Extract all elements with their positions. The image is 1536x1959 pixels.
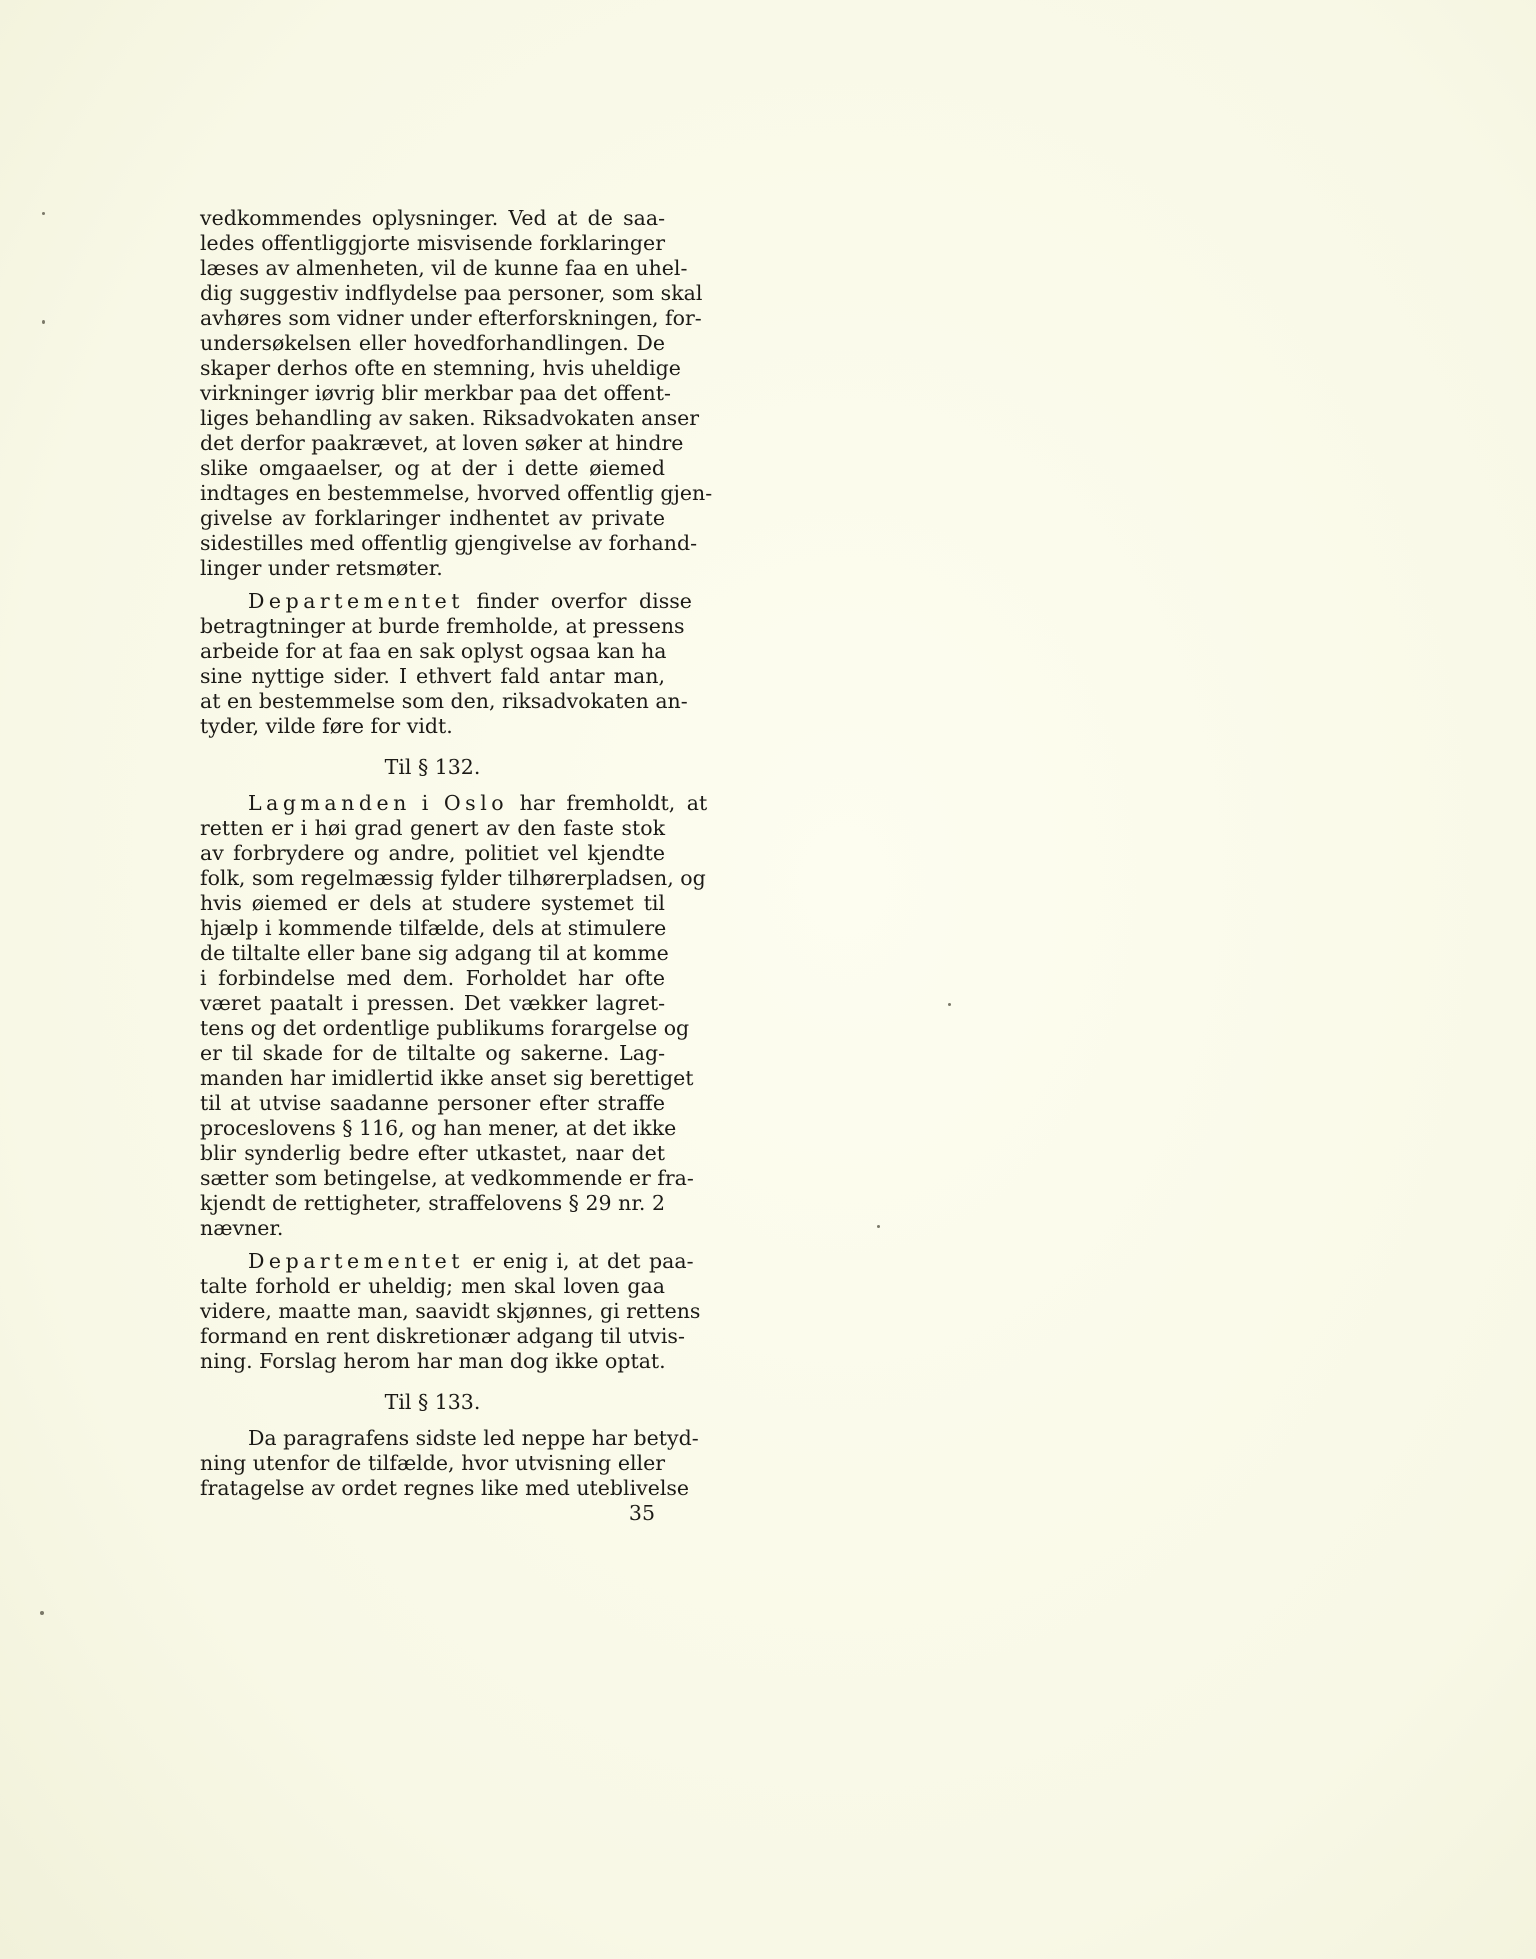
text-line: givelse av forklaringer indhentet av private bbox=[200, 506, 665, 530]
text-line: skaper derhos ofte en stemning, hvis uheldige bbox=[200, 356, 681, 380]
spaced-emphasis: Departementet bbox=[248, 589, 464, 613]
text-line: Da paragrafens sidste led neppe har betyd- bbox=[248, 1426, 699, 1450]
text-line: tens og det ordentlige publikums forargelse og bbox=[200, 1016, 690, 1040]
text-line: Departementet finder overfor disse bbox=[248, 589, 692, 613]
text-line: folk, som regelmæssig fylder tilhørerpladsen, og bbox=[200, 866, 706, 890]
text-line: nævner. bbox=[200, 1216, 284, 1240]
paragraph-paragraf-133 bbox=[200, 1426, 699, 1501]
text-line: det derfor paakrævet, at loven søker at hindre bbox=[200, 431, 684, 455]
text-line: ledes offentliggjorte misvisende forklaringer bbox=[200, 231, 665, 255]
text-line: retten er i høi grad genert av den faste stok bbox=[200, 816, 665, 840]
text-line: sine nyttige sider. I ethvert fald antar man, bbox=[200, 664, 665, 688]
text-line: tyder, vilde føre for vidt. bbox=[200, 714, 453, 738]
spaced-emphasis: Lagmanden i Oslo bbox=[248, 791, 509, 815]
text-line: sidestilles med offentlig gjengivelse av forhand- bbox=[200, 531, 698, 555]
page-number: 35 bbox=[628, 1501, 655, 1525]
text-line: blir synderlig bedre efter utkastet, naar det bbox=[200, 1141, 665, 1165]
text-line: at en bestemmelse som den, riksadvokaten an- bbox=[200, 689, 688, 713]
text-line: proceslovens § 116, og han mener, at det ikke bbox=[200, 1116, 677, 1140]
text-line: dig suggestiv indflydelse paa personer, som skal bbox=[200, 281, 703, 305]
text-line: videre, maatte man, saavidt skjønnes, gi rettens bbox=[200, 1299, 701, 1323]
paragraph-departementet-1 bbox=[200, 589, 692, 739]
scan-speck bbox=[948, 1003, 951, 1006]
paragraph-riksadvokaten bbox=[200, 206, 713, 581]
text-line: Departementet er enig i, at det paa- bbox=[248, 1249, 694, 1273]
text-line: manden har imidlertid ikke anset sig berettiget bbox=[200, 1066, 694, 1090]
text-line: ning. Forslag herom har man dog ikke optat. bbox=[200, 1349, 666, 1373]
section-heading-132: Til § 132. bbox=[384, 755, 481, 779]
text-line: læses av almenheten, vil de kunne faa en uhel- bbox=[200, 256, 688, 280]
paragraph-lagmanden bbox=[200, 791, 708, 1241]
body-text-column bbox=[200, 206, 713, 1526]
text-line: til at utvise saadanne personer efter straffe bbox=[200, 1091, 665, 1115]
text-line: ning utenfor de tilfælde, hvor utvisning eller bbox=[200, 1451, 665, 1475]
text-line: Lagmanden i Oslo har fremholdt, at bbox=[248, 791, 708, 815]
scan-speck bbox=[40, 1611, 44, 1615]
section-heading-133: Til § 133. bbox=[384, 1390, 481, 1414]
text-line: kjendt de rettigheter, straffelovens § 29 nr. 2 bbox=[200, 1191, 665, 1215]
text-line: er til skade for de tiltalte og sakerne. Lag- bbox=[200, 1041, 665, 1065]
text-line: formand en rent diskretionær adgang til utvis- bbox=[200, 1324, 685, 1348]
text-line: arbeide for at faa en sak oplyst ogsaa kan ha bbox=[200, 639, 667, 663]
text-line: de tiltalte eller bane sig adgang til at komme bbox=[200, 941, 669, 965]
text-line: hjælp i kommende tilfælde, dels at stimulere bbox=[200, 916, 667, 940]
text-line: fratagelse av ordet regnes like med uteblivelse bbox=[200, 1476, 690, 1500]
text-line: været paatalt i pressen. Det vækker lagret- bbox=[200, 991, 665, 1015]
paragraph-departementet-2 bbox=[200, 1249, 701, 1374]
spaced-emphasis: Departementet bbox=[248, 1249, 464, 1273]
scan-speck bbox=[42, 320, 45, 324]
text-line: linger under retsmøter. bbox=[200, 556, 443, 580]
text-line: av forbrydere og andre, politiet vel kjendte bbox=[200, 841, 665, 865]
text-line: slike omgaaelser, og at der i dette øiemed bbox=[200, 456, 665, 480]
text-line: avhøres som vidner under efterforskningen, for- bbox=[200, 306, 702, 330]
text-line: betragtninger at burde fremholde, at pressens bbox=[200, 614, 685, 638]
text-line: liges behandling av saken. Riksadvokaten anser bbox=[200, 406, 700, 430]
text-line: vedkommendes oplysninger. Ved at de saa- bbox=[200, 206, 665, 230]
text-line: hvis øiemed er dels at studere systemet til bbox=[200, 891, 665, 915]
scan-speck bbox=[877, 1225, 880, 1228]
text-line: virkninger iøvrig blir merkbar paa det offent- bbox=[200, 381, 671, 405]
text-line: talte forhold er uheldig; men skal loven gaa bbox=[200, 1274, 665, 1298]
text-line: indtages en bestemmelse, hvorved offentlig gjen- bbox=[200, 481, 713, 505]
text-line: sætter som betingelse, at vedkommende er fra- bbox=[200, 1166, 694, 1190]
text-line: i forbindelse med dem. Forholdet har ofte bbox=[200, 966, 665, 990]
text-line: undersøkelsen eller hovedforhandlingen. De bbox=[200, 331, 665, 355]
scan-speck bbox=[42, 212, 45, 215]
